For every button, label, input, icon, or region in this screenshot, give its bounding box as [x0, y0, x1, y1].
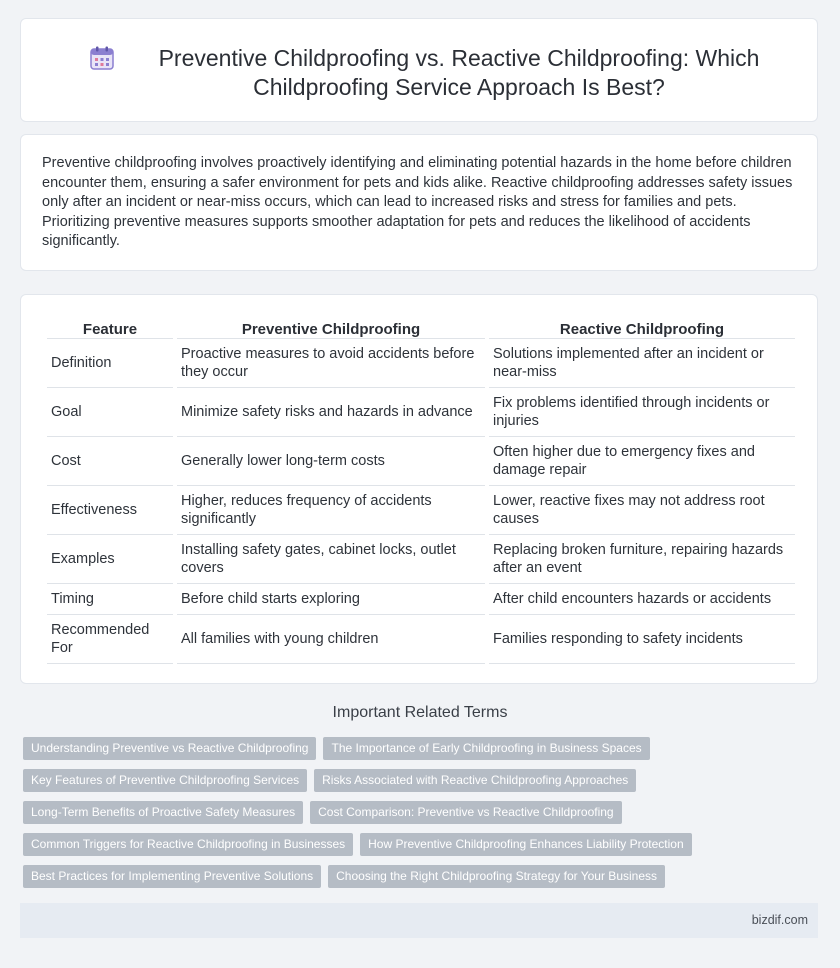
table-cell: Recommended For	[47, 615, 173, 664]
table-cell: Replacing broken furniture, repairing hazards after an event	[489, 535, 795, 584]
comparison-table	[43, 313, 799, 664]
related-term-tag[interactable]: The Importance of Early Childproofing in Business Spaces	[323, 737, 649, 760]
comparison-card	[20, 294, 818, 684]
table-row	[47, 486, 795, 535]
table-cell: Before child starts exploring	[177, 584, 485, 615]
table-cell: Minimize safety risks and hazards in advance	[177, 388, 485, 437]
table-cell: Definition	[47, 339, 173, 388]
related-terms-list	[23, 737, 823, 897]
table-row	[47, 535, 795, 584]
table-cell: Often higher due to emergency fixes and damage repair	[489, 437, 795, 486]
tag-row	[23, 737, 823, 760]
table-cell: Fix problems identified through incidents or injuries	[489, 388, 795, 437]
tag-row	[23, 865, 823, 888]
header-preventive: Preventive Childproofing	[177, 313, 485, 339]
title-card	[20, 18, 818, 122]
table-cell: After child encounters hazards or accidents	[489, 584, 795, 615]
tag-row	[23, 769, 823, 792]
intro-text: Preventive childproofing involves proactively identifying and eliminating potential hazards in the home before children encounter them, ensuring a safer environment for pets and kids alike. Reactive childproofing addresses safety issues only after an incident or near-miss occurs, which can lead to increased risks and stress for families and pets. Prioritizing preventive measures supports smoother adaptation for pets and reduces the likelihood of accidents significantly.	[42, 155, 793, 249]
header-feature: Feature	[47, 313, 173, 339]
related-term-tag[interactable]: Key Features of Preventive Childproofing Services	[23, 769, 307, 792]
related-term-tag[interactable]: Understanding Preventive vs Reactive Childproofing	[23, 737, 316, 760]
table-row	[47, 437, 795, 486]
table-row	[47, 615, 795, 664]
table-cell: Higher, reduces frequency of accidents significantly	[177, 486, 485, 535]
table-cell: Proactive measures to avoid accidents before they occur	[177, 339, 485, 388]
site-link[interactable]: bizdif.com	[751, 913, 808, 927]
table-cell: Examples	[47, 535, 173, 584]
table-cell: Families responding to safety incidents	[489, 615, 795, 664]
table-cell: Installing safety gates, cabinet locks, outlet covers	[177, 535, 485, 584]
header-reactive: Reactive Childproofing	[489, 313, 795, 339]
related-term-tag[interactable]: Choosing the Right Childproofing Strategy for Your Business	[328, 865, 665, 888]
table-row	[47, 388, 795, 437]
table-cell: All families with young children	[177, 615, 485, 664]
table-cell: Goal	[47, 388, 173, 437]
related-terms-title: Important Related Terms	[332, 704, 508, 721]
tag-row	[23, 833, 823, 856]
related-term-tag[interactable]: Best Practices for Implementing Preventive Solutions	[23, 865, 321, 888]
related-term-tag[interactable]: How Preventive Childproofing Enhances Liability Protection	[360, 833, 692, 856]
table-cell: Cost	[47, 437, 173, 486]
calendar-icon	[89, 45, 115, 71]
footer	[20, 903, 818, 938]
table-row	[47, 584, 795, 615]
table-cell: Timing	[47, 584, 173, 615]
related-term-tag[interactable]: Risks Associated with Reactive Childproofing Approaches	[314, 769, 636, 792]
tag-row	[23, 801, 823, 824]
related-term-tag[interactable]: Long-Term Benefits of Proactive Safety Measures	[23, 801, 303, 824]
intro-card	[20, 134, 818, 271]
table-cell: Lower, reactive fixes may not address root causes	[489, 486, 795, 535]
table-cell: Effectiveness	[47, 486, 173, 535]
page-title: Preventive Childproofing vs. Reactive Childproofing: Which Childproofing Service Approach Is Best?	[158, 45, 760, 100]
related-term-tag[interactable]: Cost Comparison: Preventive vs Reactive Childproofing	[310, 801, 621, 824]
table-row	[47, 339, 795, 388]
related-term-tag[interactable]: Common Triggers for Reactive Childproofing in Businesses	[23, 833, 353, 856]
table-cell: Generally lower long-term costs	[177, 437, 485, 486]
table-cell: Solutions implemented after an incident or near-miss	[489, 339, 795, 388]
table-header-row	[47, 313, 795, 339]
